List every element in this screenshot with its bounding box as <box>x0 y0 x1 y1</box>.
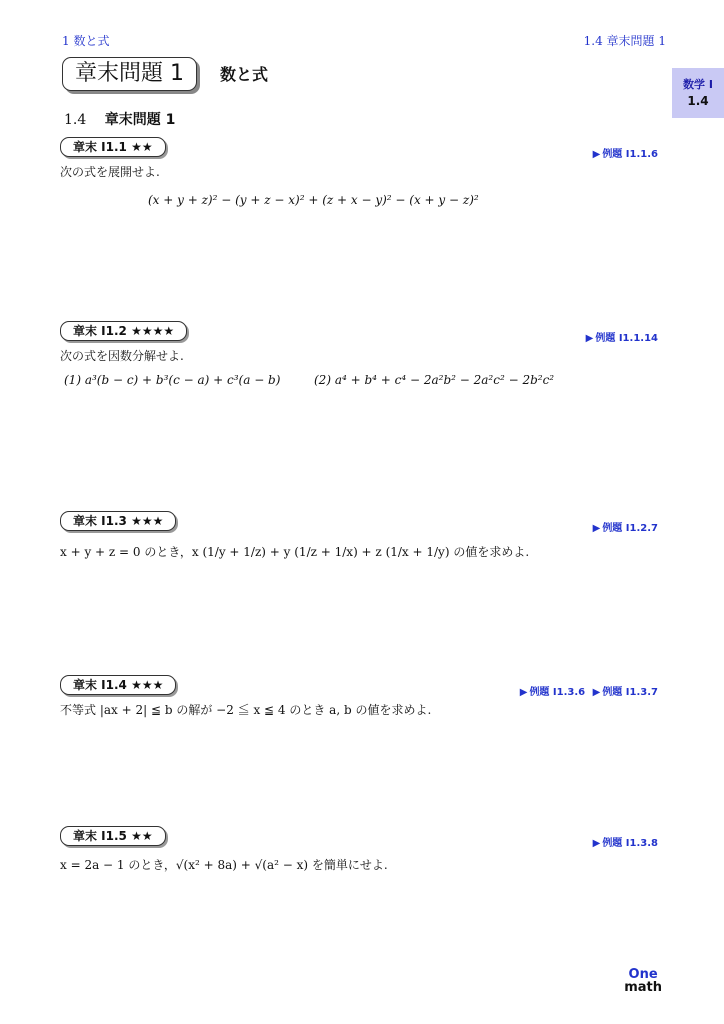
arrow-right-icon: ▶ <box>592 149 601 160</box>
running-header-section: 1.4 章末問題 1 <box>583 34 666 48</box>
arrow-right-icon: ▶ <box>592 687 601 698</box>
problem-text: 次の式を因数分解せよ. <box>60 349 184 363</box>
arrow-right-icon: ▶ <box>519 687 528 698</box>
logo-line-1: One <box>628 967 658 982</box>
arrow-right-icon: ▶ <box>592 523 601 534</box>
chapter-subtitle: 数と式 <box>220 65 269 84</box>
problem-1 <box>60 137 660 287</box>
problem-text: x = 2a − 1 のとき，√(x² + 8a) + √(a² − x) を簡単にせよ. <box>60 858 388 872</box>
problem-formula: (x + y + z)² − (y + z − x)² + (z + x − y)² − (x + y − z)² <box>148 193 479 207</box>
problem-ref[interactable]: ▶ 例題 I1.3.6 ▶ 例題 I1.3.7 <box>519 687 658 698</box>
section-title: 章末問題 1 <box>104 112 176 128</box>
arrow-right-icon: ▶ <box>592 838 601 849</box>
problem-3 <box>60 511 660 661</box>
problem-label: 章末 I1.1 ★★ <box>60 137 166 157</box>
problem-text: 不等式 |ax + 2| ≦ b の解が −2 ≦ x ≦ 4 のとき a, b の値を求めよ. <box>60 703 432 717</box>
problem-ref[interactable]: ▶ 例題 I1.1.6 <box>592 149 658 160</box>
chapter-title: 章末問題 1 <box>62 57 197 91</box>
problem-label: 章末 I1.3 ★★★ <box>60 511 176 531</box>
problem-label: 章末 I1.2 ★★★★ <box>60 321 187 341</box>
problem-label: 章末 I1.4 ★★★ <box>60 675 176 695</box>
subproblem-2: (2) a⁴ + b⁴ + c⁴ − 2a²b² − 2a²c² − 2b²c² <box>314 373 555 387</box>
subproblem-1: (1) a³(b − c) + b³(c − a) + c³(a − b) <box>64 373 281 387</box>
side-tab <box>672 68 724 118</box>
problem-ref[interactable]: ▶ 例題 I1.1.14 <box>585 333 658 344</box>
running-header-chapter: 1 数と式 <box>62 34 110 48</box>
problem-2 <box>60 321 660 471</box>
problem-text: x + y + z = 0 のとき，x (1/y + 1/z) + y (1/z + 1/x) + z (1/x + 1/y) の値を求めよ. <box>60 545 530 559</box>
section-heading <box>64 109 175 129</box>
problem-4 <box>60 675 660 825</box>
arrow-right-icon: ▶ <box>585 333 594 344</box>
problem-ref[interactable]: ▶ 例題 I1.2.7 <box>592 523 658 534</box>
problem-ref[interactable]: ▶ 例題 I1.3.8 <box>592 838 658 849</box>
side-tab-subject: 数学 I <box>683 78 713 91</box>
onemath-logo <box>624 968 662 994</box>
problem-text: 次の式を展開せよ. <box>60 165 160 179</box>
problem-label: 章末 I1.5 ★★ <box>60 826 166 846</box>
section-number: 1.4 <box>64 112 87 128</box>
side-tab-section: 1.4 <box>687 94 709 108</box>
logo-line-2: math <box>624 980 662 995</box>
problem-5 <box>60 826 660 976</box>
